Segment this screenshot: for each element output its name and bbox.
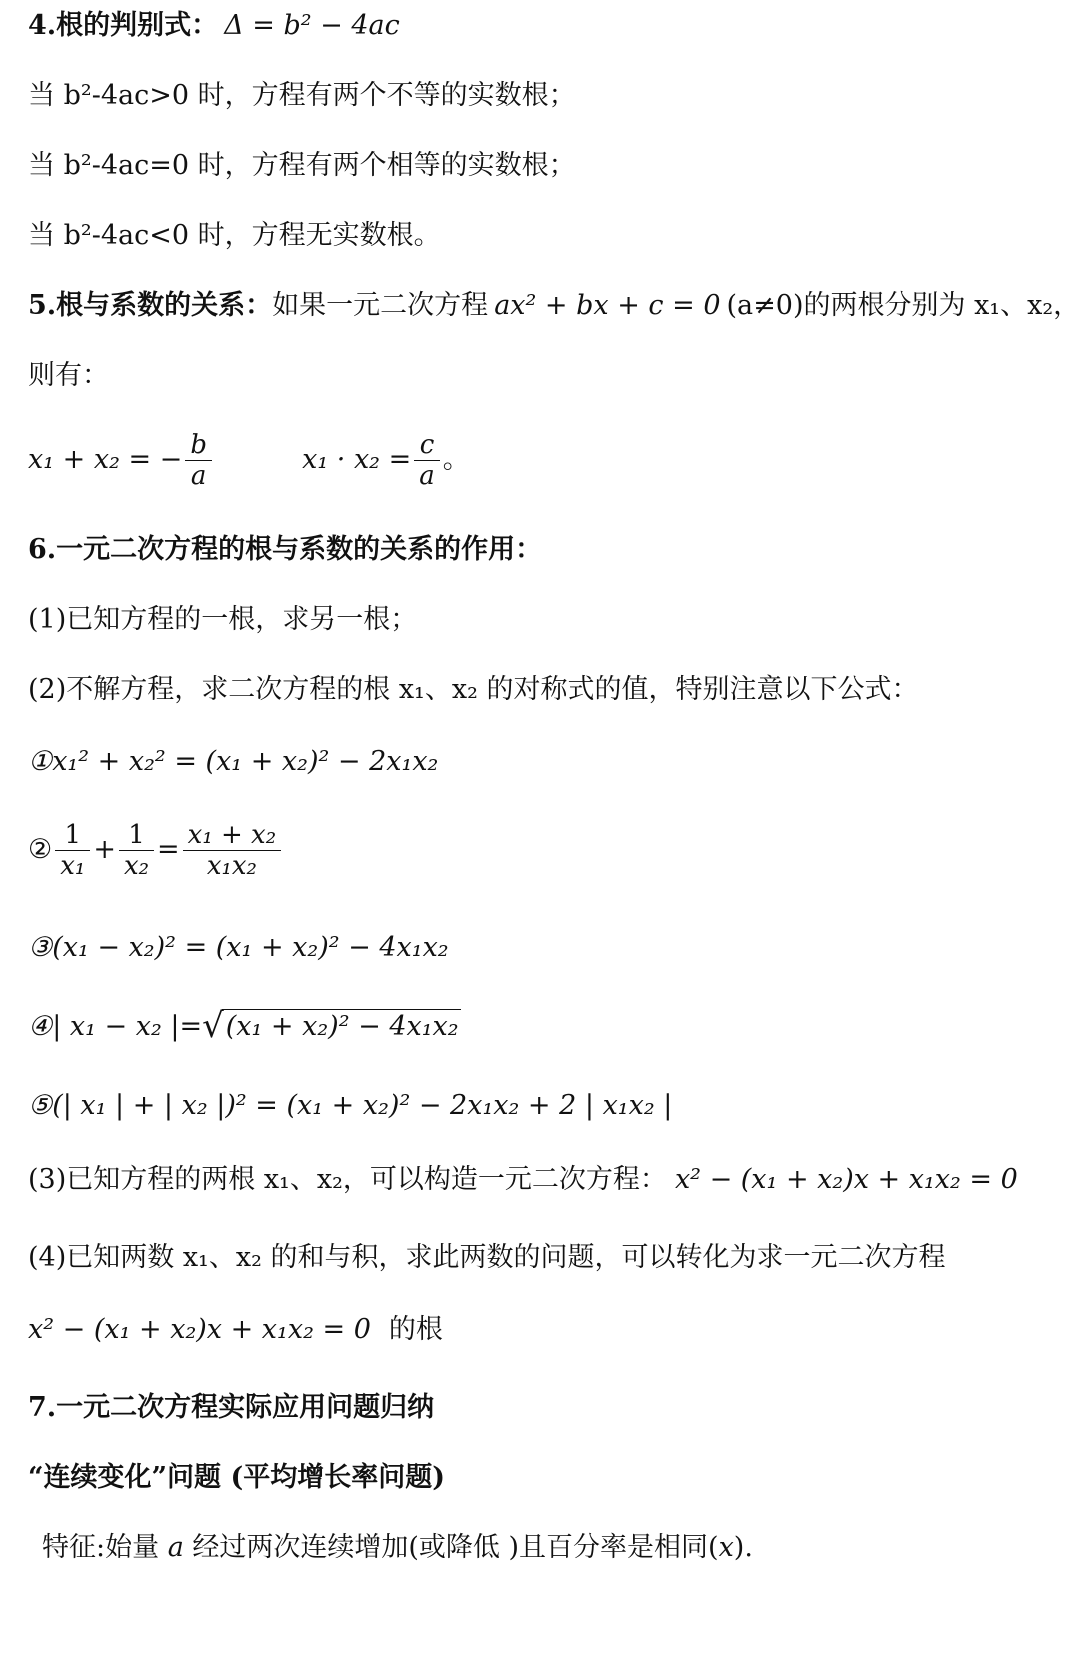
vieta-prod-num: c: [414, 430, 440, 461]
continuous-change-subheading: “连续变化”问题 (平均增长率问题): [28, 1462, 446, 1493]
formula-2: [28, 818, 284, 882]
formula-4-radicand: (x₁ + x₂)² − 4x₁x₂: [222, 1009, 461, 1042]
feature-line: [42, 1530, 753, 1566]
sqrt-icon: √: [202, 1006, 224, 1046]
vieta-text-c: 则有：: [28, 360, 109, 391]
discriminant-heading: 4.根的判别式：: [28, 10, 219, 41]
formula-1: ①x₁² + x₂² = (x₁ + x₂)² − 2x₁x₂: [28, 746, 439, 777]
formula-2-num-3: x₁ + x₂: [183, 820, 282, 851]
word-problems-heading: 7.一元二次方程实际应用问题归纳: [28, 1392, 435, 1423]
vieta-equation: ax² + bx + c = 0: [494, 290, 721, 321]
discriminant-case-zero: 当 b²-4ac=0 时，方程有两个相等的实数根；: [28, 150, 576, 181]
vieta-sum-num: b: [185, 430, 212, 461]
formula-2-num-2: 1: [119, 820, 154, 851]
vieta-text-a: 如果一元二次方程: [272, 290, 489, 321]
formula-2-frac-3: [183, 820, 282, 881]
applications-heading: 6.一元二次方程的根与系数的关系的作用：: [28, 534, 543, 565]
application-3: [28, 1162, 1018, 1198]
formula-2-plus: +: [93, 834, 116, 865]
vieta-prod-lhs: x₁ · x₂ =: [302, 444, 412, 475]
vieta-prod-den: a: [419, 461, 435, 491]
vieta-heading: 5.根与系数的关系：: [28, 290, 273, 321]
vieta-formulas: [28, 430, 470, 491]
vieta-text-b: (a≠0)的两根分别为 x₁、x₂，: [726, 290, 1080, 321]
application-4-equation: x² − (x₁ + x₂)x + x₁x₂ = 0: [28, 1314, 371, 1345]
application-4-end: 的根: [388, 1314, 443, 1345]
vieta-sum-lhs: x₁ + x₂ = −: [28, 444, 183, 475]
formula-2-mark: ②: [28, 834, 53, 865]
application-1: (1)已知方程的一根，求另一根；: [28, 604, 418, 635]
formula-4: [28, 1008, 461, 1045]
discriminant-case-positive: 当 b²-4ac>0 时，方程有两个不等的实数根；: [28, 80, 576, 111]
discriminant-formula: Δ = b² − 4ac: [224, 10, 400, 41]
application-3-text: (3)已知方程的两根 x₁、x₂，可以构造一元二次方程：: [28, 1164, 667, 1195]
feature-text-b: 经过两次连续增加(或降低 )且百分率是相同(: [183, 1532, 719, 1563]
feature-text-a: 特征:始量: [42, 1532, 168, 1563]
vieta-sum-fraction: [185, 430, 212, 491]
discriminant-heading-line: [28, 8, 400, 44]
formula-3: ③(x₁ − x₂)² = (x₁ + x₂)² − 4x₁x₂: [28, 932, 449, 963]
application-3-equation: x² − (x₁ + x₂)x + x₁x₂ = 0: [674, 1164, 1018, 1195]
formula-2-frac-2: [119, 820, 154, 881]
formula-2-num-1: 1: [55, 820, 90, 851]
formula-2-equals: =: [157, 834, 180, 865]
vieta-heading-line: [28, 288, 1080, 324]
formula-2-frac-1: [55, 820, 90, 881]
application-4-continued: [28, 1312, 443, 1348]
vieta-end-mark: 。: [442, 444, 470, 475]
discriminant-case-negative: 当 b²-4ac<0 时，方程无实数根。: [28, 220, 441, 251]
feature-text-c: ).: [733, 1532, 753, 1563]
application-4: (4)已知两数 x₁、x₂ 的和与积，求此两数的问题，可以转化为求一元二次方程: [28, 1242, 946, 1273]
formula-5: ⑤(| x₁ | + | x₂ |)² = (x₁ + x₂)² − 2x₁x₂ + 2 | x₁x₂ |: [28, 1090, 673, 1121]
formula-4-lhs: ④| x₁ − x₂ |=: [28, 1011, 203, 1042]
formula-2-den-1: x₁: [60, 851, 86, 881]
feature-var-a: a: [167, 1532, 184, 1563]
feature-var-x: x: [718, 1532, 734, 1563]
vieta-sum-den: a: [190, 461, 207, 491]
formula-2-den-2: x₂: [123, 851, 150, 881]
formula-2-den-3: x₁x₂: [206, 851, 257, 881]
vieta-prod-fraction: [414, 430, 440, 491]
application-2: (2)不解方程，求二次方程的根 x₁、x₂ 的对称式的值，特别注意以下公式：: [28, 674, 919, 705]
